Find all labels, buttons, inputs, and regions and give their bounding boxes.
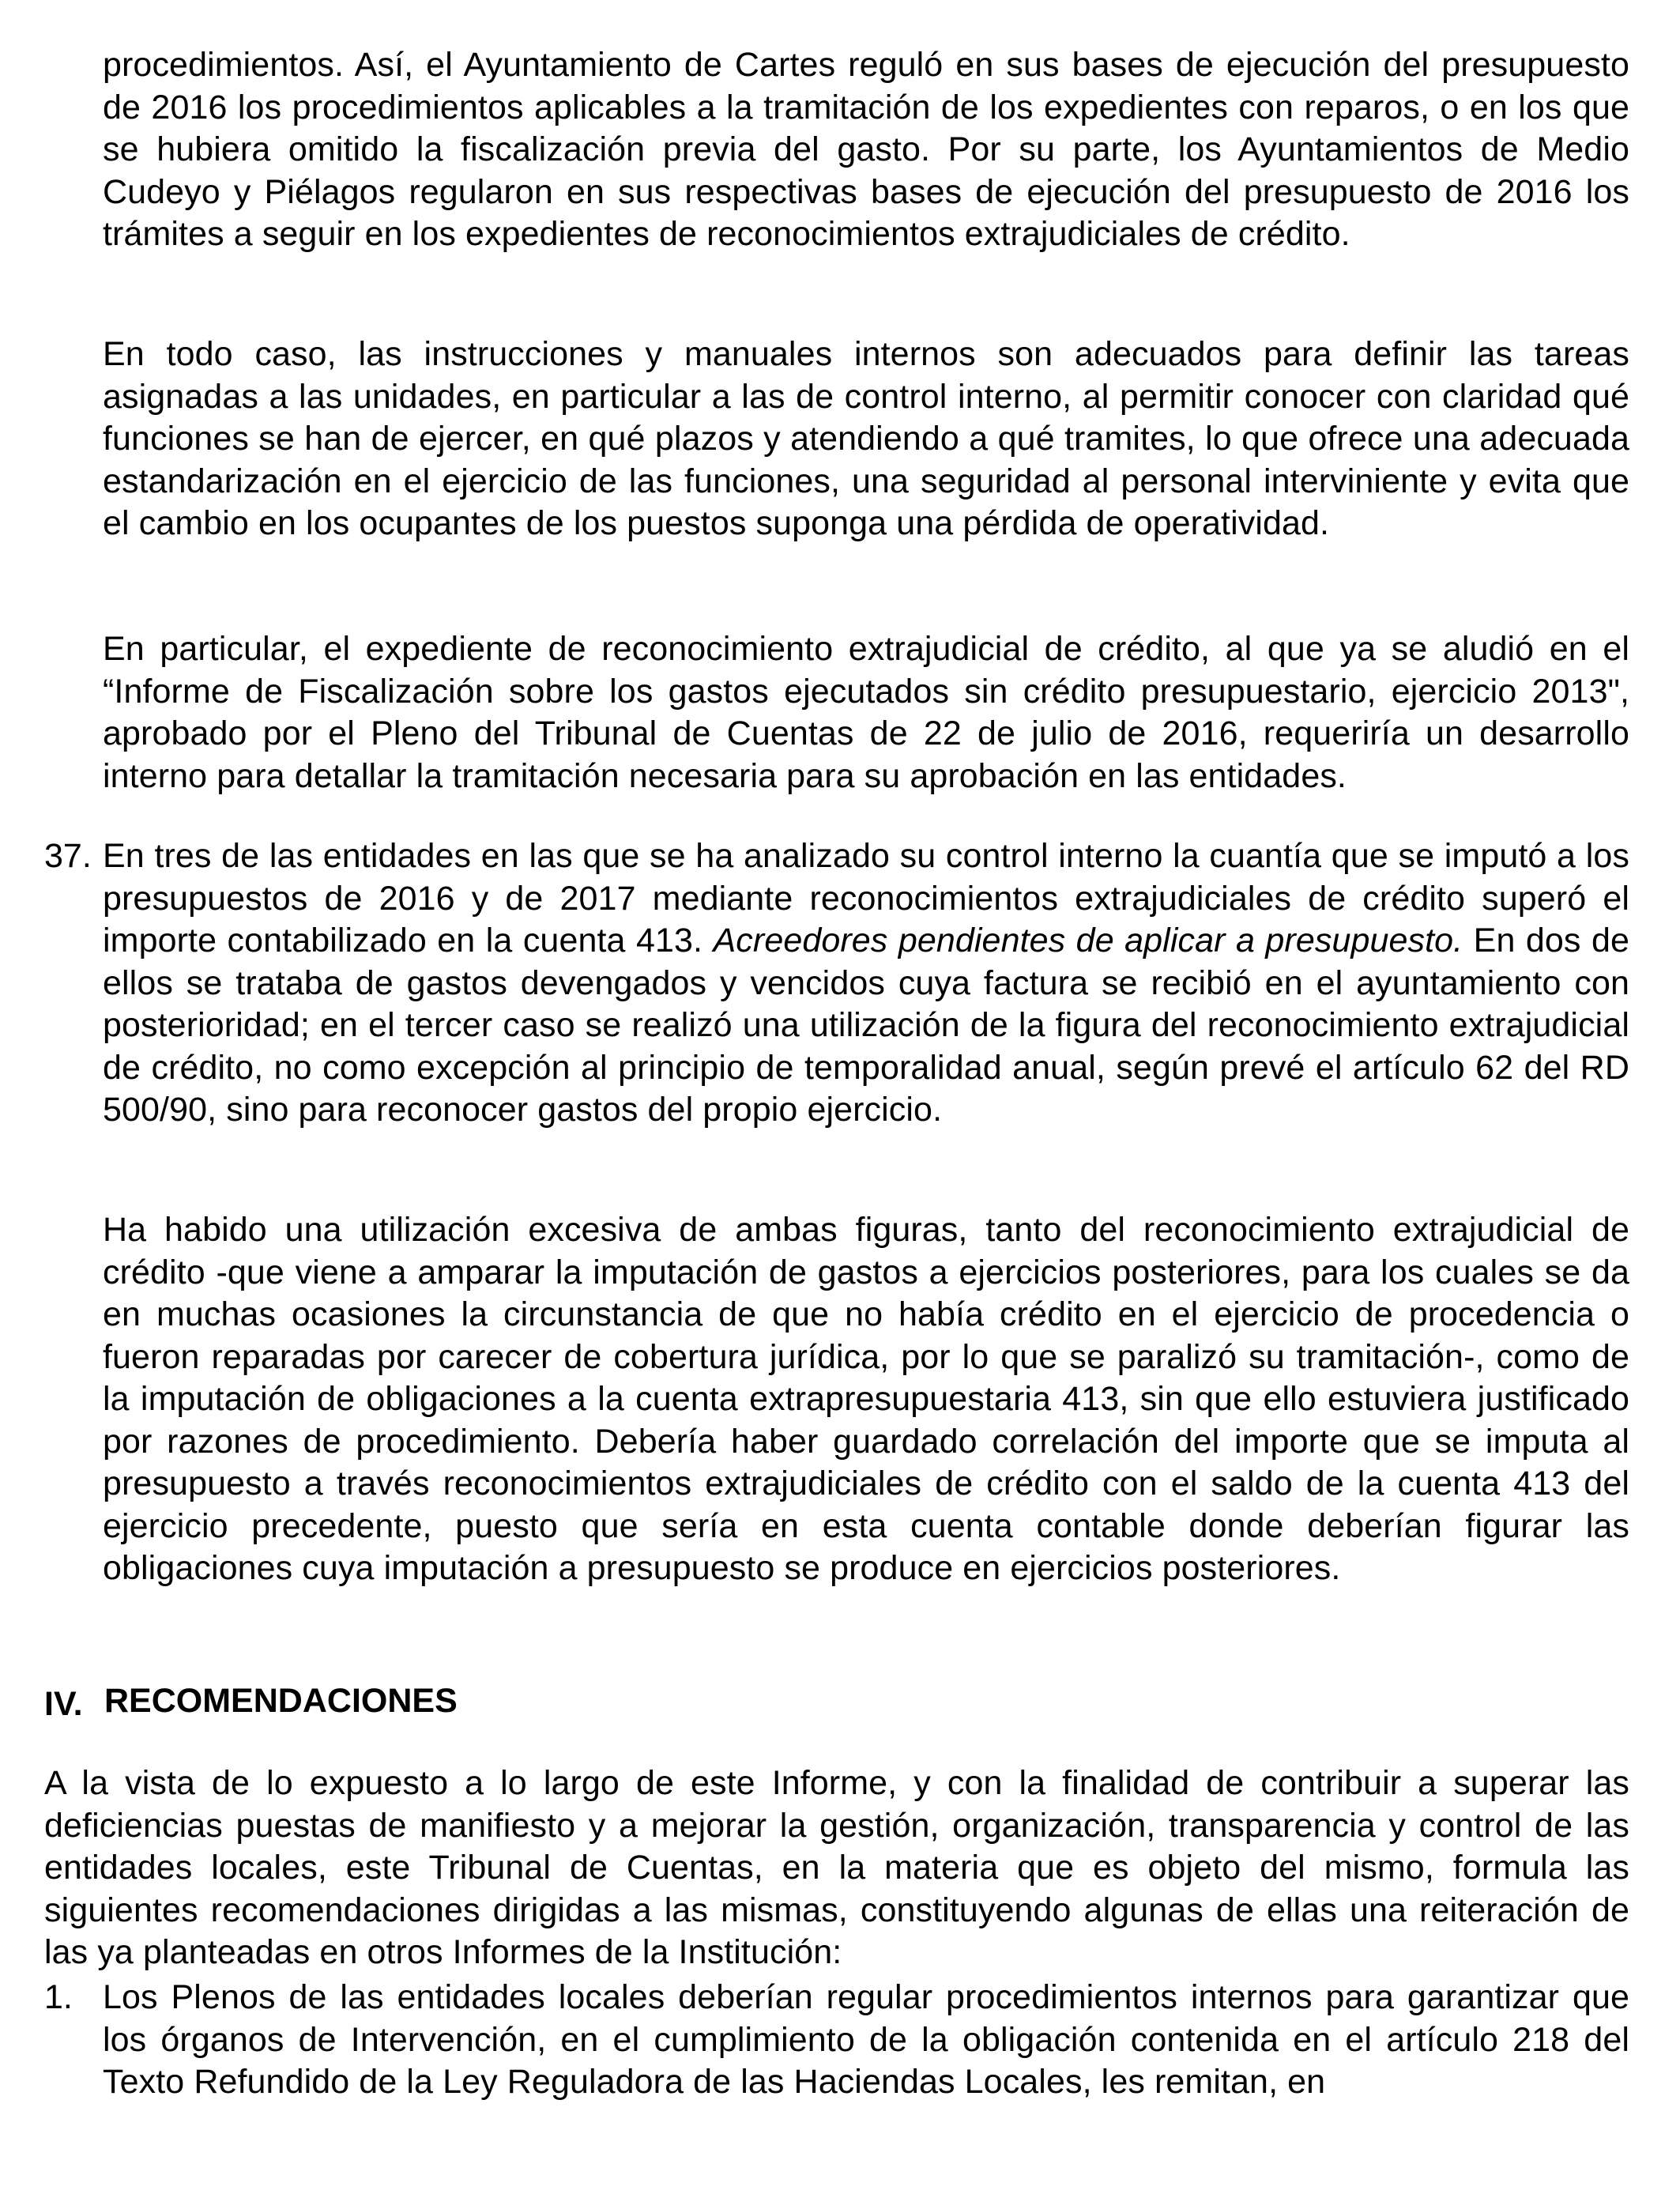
recommendation-number-1: 1.	[44, 1978, 73, 2016]
paragraph-37-entidades	[103, 835, 1629, 1132]
paragraph-utilizacion-excesiva: Ha habido una utilización excesiva de ambas figuras, tanto del reconocimiento extrajudicial de crédito -que viene a amparar la imputación de gastos a ejercicios posteriores, para los cuales se da en muchas ocasiones la circunstancia de que no había crédito en el ejercicio de procedencia o fueron reparadas por carecer de cobertura jurídica, por lo que se paralizó su tramitación-, como de la imputación de obligaciones a la cuenta extrapresupuestaria 413, sin que ello estuviera justificado por razones de procedimiento. Debería haber guardado correlación del importe que se imputa al presupuesto a través reconocimientos extrajudiciales de crédito con el saldo de la cuenta 413 del ejercicio precedente, puesto que sería en esta cuenta contable donde deberían figurar las obligaciones cuya imputación a presupuesto se produce en ejercicios posteriores.	[103, 1211, 1629, 1587]
paragraph-number-37: 37.	[44, 837, 92, 875]
section-number: IV.	[44, 1685, 83, 1723]
paragraph-37-text-end: En dos de ellos se trataba de gastos devengados y vencidos cuya factura se recibió en el ayuntamiento con posterioridad; en el tercer caso se realizó una utilización de la figura del reconocimiento extrajudicial de crédito, no como excepción al principio de temporalidad anual, según prevé el artículo 62 del RD 500/90, sino para reconocer gastos del propio ejercicio.	[103, 922, 1629, 1129]
paragraph-reconocimiento-extrajudicial: En particular, el expediente de reconocimiento extrajudicial de crédito, al que ya se aludió en el “Informe de Fiscalización sobre los gastos ejecutados sin crédito presupuestario, ejercicio 2013", aprobado por el Pleno del Tribunal de Cuentas de 22 de julio de 2016, requeriría un desarrollo interno para detallar la tramitación necesaria para su aprobación en las entidades.	[103, 630, 1629, 795]
paragraph-procedimientos: procedimientos. Así, el Ayuntamiento de Cartes reguló en sus bases de ejecución del presupuesto de 2016 los procedimientos aplicables a la tramitación de los expedientes con reparos, o en los que se hubiera omitido la fiscalización previa del gasto. Por su parte, los Ayuntamientos de Medio Cudeyo y Piélagos regularon en sus respectivas bases de ejecución del presupuesto de 2016 los trámites a seguir en los expedientes de reconocimientos extrajudiciales de crédito.	[103, 46, 1629, 253]
paragraph-instrucciones-manuales: En todo caso, las instrucciones y manuales internos son adecuados para definir las tareas asignadas a las unidades, en particular a las de control interno, al permitir conocer con claridad qué funciones se han de ejercer, en qué plazos y atendiendo a qué tramites, lo que ofrece una adecuada estandarización en el ejercicio de las funciones, una seguridad al personal interviniente y evita que el cambio en los ocupantes de los puestos suponga una pérdida de operatividad.	[103, 335, 1629, 542]
paragraph-recomendaciones-intro: A la vista de lo expuesto a lo largo de este Informe, y con la finalidad de contribuir a superar las deficiencias puestas de manifiesto y a mejorar la gestión, organización, transparencia y control de las entidades locales, este Tribunal de Cuentas, en la materia que es objeto del mismo, formula las siguientes recomendaciones dirigidas a las mismas, constituyendo algunas de ellas una reiteración de las ya planteadas en otros Informes de la Institución:	[44, 1764, 1629, 1971]
section-title: RECOMENDACIONES	[104, 1682, 458, 1720]
recommendation-1-text: Los Plenos de las entidades locales deberían regular procedimientos internos para garantizar que los órganos de Intervención, en el cumplimiento de la obligación contenida en el artículo 218 del Texto Refundido de la Ley Reguladora de las Haciendas Locales, les remitan, en	[103, 1978, 1629, 2101]
paragraph-37-text-start: En tres de las entidades en las que se ha analizado su control interno la cuantía que se imputó a los presupuestos de 2016 y de 2017 mediante reconocimientos extrajudiciales de crédito superó el importe contabilizado en la cuenta 413.	[103, 837, 1629, 959]
account-413-title: Acreedores pendientes de aplicar a presupuesto.	[713, 922, 1463, 959]
